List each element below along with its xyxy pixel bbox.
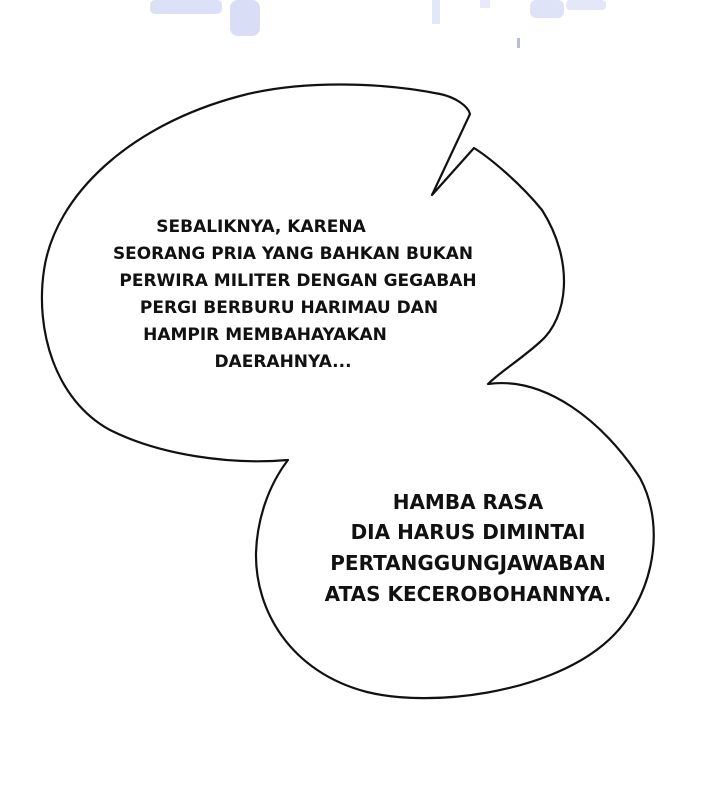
bottom-bubble-line: ATAS KECEROBOHANNYA.	[324, 582, 612, 606]
top-bubble-line: SEBALIKNYA, KARENA	[156, 217, 366, 237]
top-bubble-line: PERWIRA MILITER DENGAN GEGABAH	[119, 271, 477, 291]
bottom-bubble-line: PERTANGGUNGJAWABAN	[330, 551, 606, 575]
bottom-bubble-line: HAMBA RASA	[392, 490, 544, 514]
top-art-remnant	[150, 0, 606, 48]
top-bubble-line: SEORANG PRIA YANG BAHKAN BUKAN	[113, 244, 473, 264]
top-bubble-line: HAMPIR MEMBAHAYAKAN	[143, 325, 387, 345]
top-bubble-line: PERGI BERBURU HARIMAU DAN	[139, 298, 439, 318]
top-bubble-line: DAERAHNYA...	[214, 352, 352, 372]
speech-bubble-outline	[42, 85, 654, 699]
bottom-bubble-line: DIA HARUS DIMINTAI	[350, 520, 586, 544]
